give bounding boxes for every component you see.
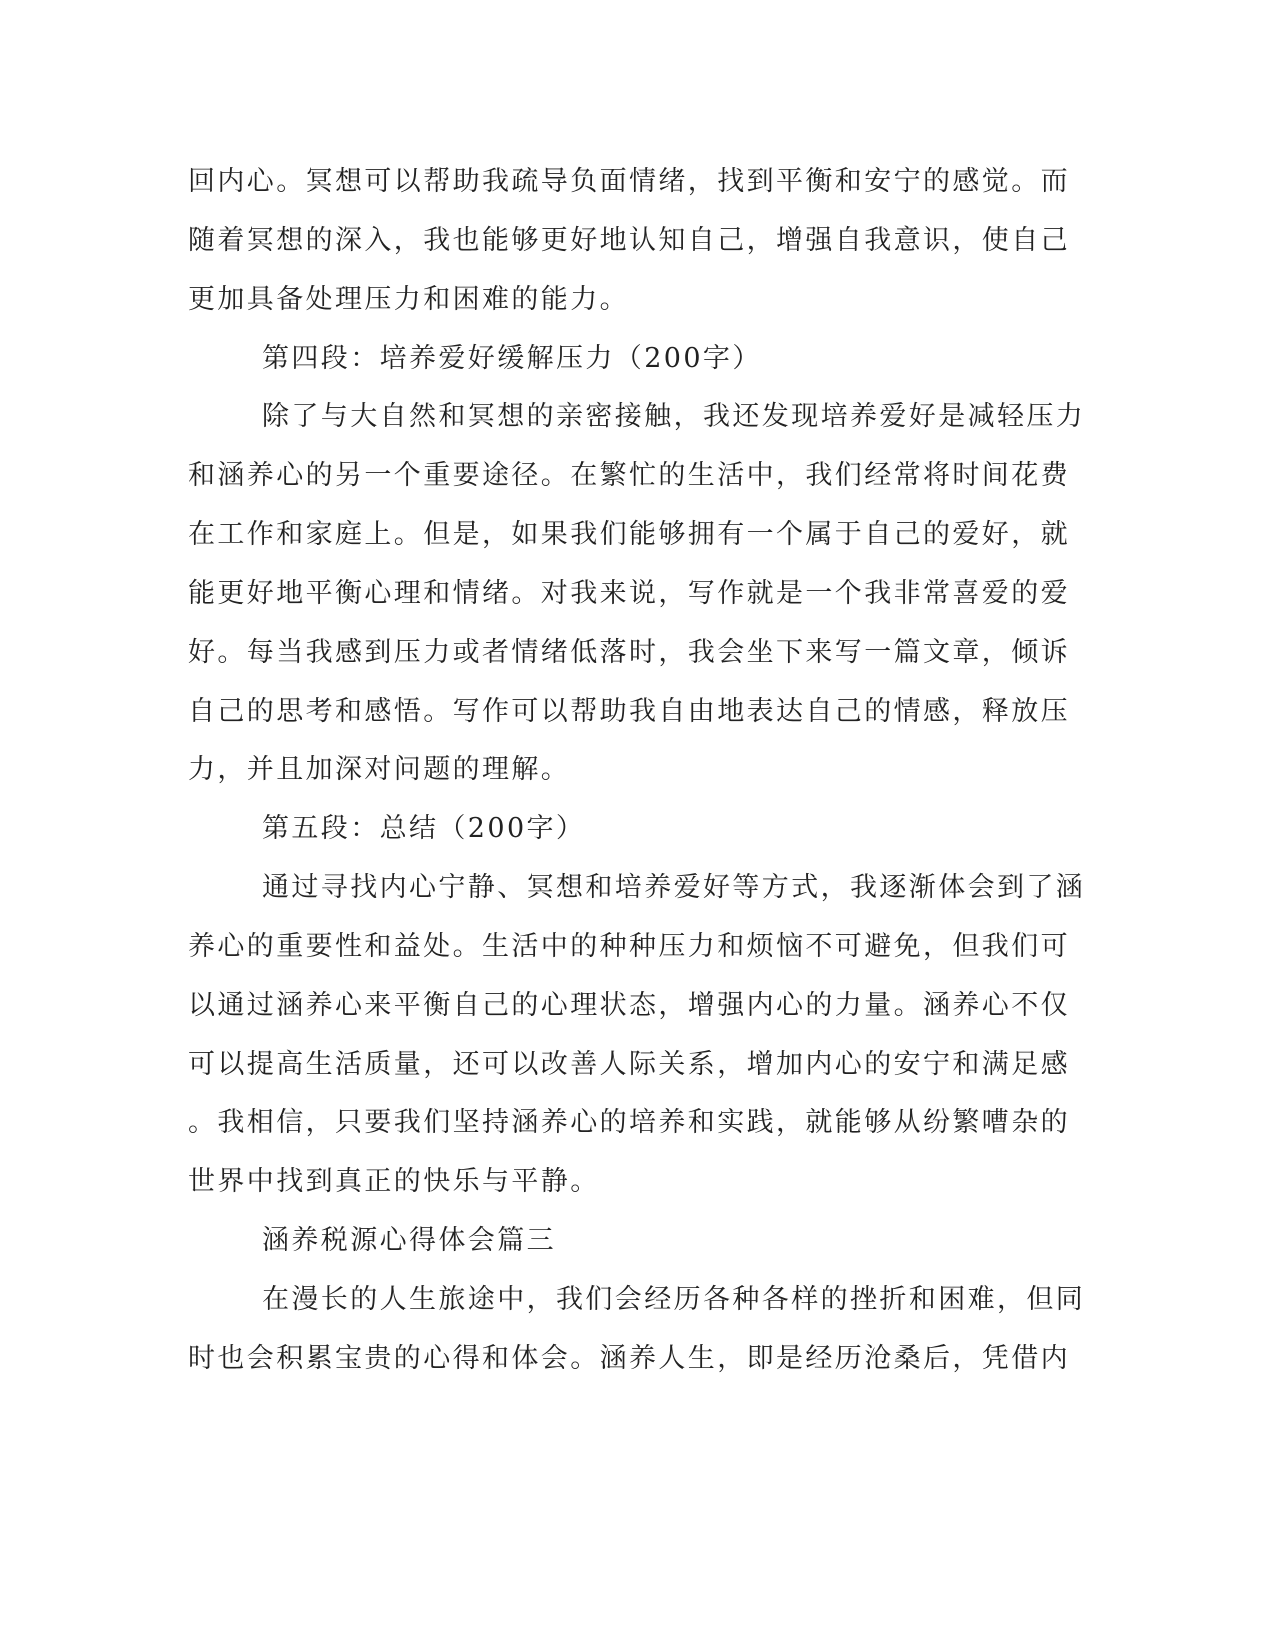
section-heading: 第五段：总结（200字） (262, 813, 586, 844)
section-heading: 第四段：培养爱好缓解压力（200字） (262, 343, 762, 374)
body-line: 除了与大自然和冥想的亲密接触，我还发现培养爱好是减轻压力 (262, 401, 1086, 432)
body-line: 。我相信，只要我们坚持涵养心的培养和实践，就能够从纷繁嘈杂的 (188, 1107, 1070, 1138)
body-line: 能更好地平衡心理和情绪。对我来说，写作就是一个我非常喜爱的爱 (188, 578, 1070, 609)
body-line: 以通过涵养心来平衡自己的心理状态，增强内心的力量。涵养心不仅 (188, 990, 1070, 1021)
body-line: 可以提高生活质量，还可以改善人际关系，增加内心的安宁和满足感 (188, 1049, 1070, 1080)
article-title: 涵养税源心得体会篇三 (262, 1225, 556, 1256)
body-line: 自己的思考和感悟。写作可以帮助我自由地表达自己的情感，释放压 (188, 696, 1070, 727)
body-line: 世界中找到真正的快乐与平静。 (188, 1166, 600, 1197)
body-line: 好。每当我感到压力或者情绪低落时，我会坐下来写一篇文章，倾诉 (188, 637, 1070, 668)
body-line: 在漫长的人生旅途中，我们会经历各种各样的挫折和困难，但同 (262, 1284, 1086, 1315)
body-line: 养心的重要性和益处。生活中的种种压力和烦恼不可避免，但我们可 (188, 931, 1070, 962)
body-line: 通过寻找内心宁静、冥想和培养爱好等方式，我逐渐体会到了涵 (262, 872, 1086, 903)
body-line: 随着冥想的深入，我也能够更好地认知自己，增强自我意识，使自己 (188, 225, 1070, 256)
body-line: 时也会积累宝贵的心得和体会。涵养人生，即是经历沧桑后，凭借内 (188, 1343, 1070, 1374)
body-line: 和涵养心的另一个重要途径。在繁忙的生活中，我们经常将时间花费 (188, 460, 1070, 491)
body-line: 在工作和家庭上。但是，如果我们能够拥有一个属于自己的爱好，就 (188, 519, 1070, 550)
body-line: 力，并且加深对问题的理解。 (188, 754, 571, 785)
body-line: 更加具备处理压力和困难的能力。 (188, 284, 629, 315)
body-line: 回内心。冥想可以帮助我疏导负面情绪，找到平衡和安宁的感觉。而 (188, 166, 1070, 197)
